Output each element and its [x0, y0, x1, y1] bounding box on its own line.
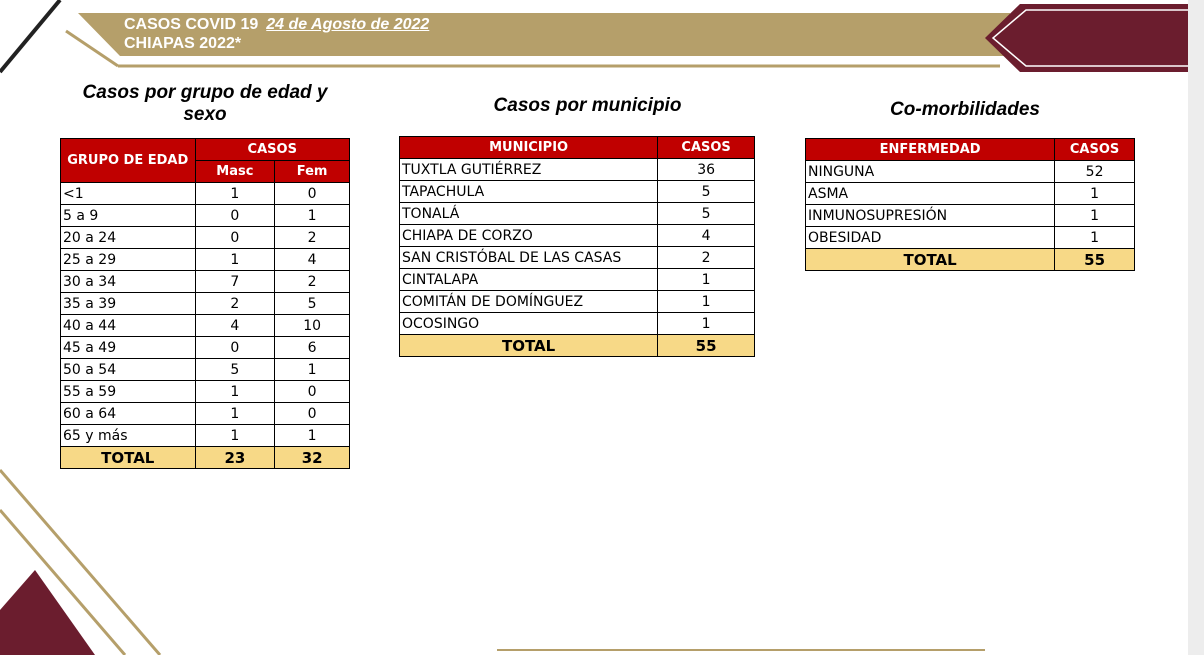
masc-cell: 5: [195, 359, 275, 381]
corner-line: [0, 0, 60, 72]
fem-cell: 10: [275, 315, 350, 337]
age-group-cell: 50 a 54: [61, 359, 196, 381]
age-group-header: GRUPO DE EDAD: [61, 139, 196, 183]
fem-cell: 0: [275, 183, 350, 205]
municipio-name-cell: TUXTLA GUTIÉRREZ: [400, 159, 658, 181]
municipio-cases-cell: 1: [658, 269, 755, 291]
age-row: [61, 425, 350, 447]
municipio-title: Casos por municipio: [493, 95, 682, 116]
masc-cell: 2: [195, 293, 275, 315]
municipio-name-cell: CINTALAPA: [400, 269, 658, 291]
municipio-cases-cell: 36: [658, 159, 755, 181]
municipio-row: [400, 313, 755, 335]
age-group-cell: 20 a 24: [61, 227, 196, 249]
enfermedad-header: ENFERMEDAD: [806, 139, 1055, 161]
fem-cell: 0: [275, 381, 350, 403]
fem-cell: 2: [275, 227, 350, 249]
age-sex-title: Casos por grupo de edad y sexo: [82, 82, 328, 125]
age-group-cell: 65 y más: [61, 425, 196, 447]
cases-header: CASOS: [195, 139, 350, 161]
municipio-row: [400, 225, 755, 247]
total-label: TOTAL: [806, 249, 1055, 271]
comorbidities-table: [805, 138, 1135, 271]
age-group-cell: 40 a 44: [61, 315, 196, 337]
municipio-row: [400, 269, 755, 291]
municipio-header: MUNICIPIO: [400, 137, 658, 159]
slide-header: [124, 15, 429, 53]
age-sex-table: [60, 138, 350, 469]
municipio-row: [400, 159, 755, 181]
age-group-cell: 25 a 29: [61, 249, 196, 271]
age-row: [61, 381, 350, 403]
bottom-maroon-triangle: [0, 570, 95, 655]
total-fem: 32: [275, 447, 350, 469]
fem-cell: 1: [275, 205, 350, 227]
municipio-table: [399, 136, 755, 357]
fem-cell: 1: [275, 359, 350, 381]
age-row: [61, 359, 350, 381]
comorbidity-row: [806, 227, 1135, 249]
age-row: [61, 205, 350, 227]
age-row: [61, 337, 350, 359]
age-group-cell: 45 a 49: [61, 337, 196, 359]
municipio-name-cell: TONALÁ: [400, 203, 658, 225]
masc-cell: 1: [195, 183, 275, 205]
municipio-cases-cell: 2: [658, 247, 755, 269]
comorbidities-total-row: [806, 249, 1135, 271]
maroon-tab: [985, 4, 1204, 72]
total-label: TOTAL: [400, 335, 658, 357]
fem-header: Fem: [275, 161, 350, 183]
masc-cell: 1: [195, 381, 275, 403]
disease-cases-cell: 1: [1055, 183, 1135, 205]
total-value: 55: [658, 335, 755, 357]
age-group-cell: 35 a 39: [61, 293, 196, 315]
municipio-name-cell: OCOSINGO: [400, 313, 658, 335]
header-title: CASOS COVID 19: [124, 16, 259, 33]
masc-cell: 0: [195, 205, 275, 227]
comorbidities-cases-header: CASOS: [1055, 139, 1135, 161]
disease-cases-cell: 1: [1055, 205, 1135, 227]
age-group-cell: 5 a 9: [61, 205, 196, 227]
disease-name-cell: OBESIDAD: [806, 227, 1055, 249]
municipio-cases-cell: 1: [658, 291, 755, 313]
municipio-row: [400, 291, 755, 313]
header-subtitle: CHIAPAS 2022*: [124, 35, 242, 52]
municipio-cases-cell: 5: [658, 181, 755, 203]
municipio-cases-cell: 5: [658, 203, 755, 225]
masc-cell: 0: [195, 227, 275, 249]
disease-name-cell: NINGUNA: [806, 161, 1055, 183]
age-row: [61, 183, 350, 205]
municipio-total-row: [400, 335, 755, 357]
fem-cell: 4: [275, 249, 350, 271]
comorbidity-row: [806, 161, 1135, 183]
municipio-cases-cell: 1: [658, 313, 755, 335]
masc-cell: 7: [195, 271, 275, 293]
municipio-cases-cell: 4: [658, 225, 755, 247]
age-total-row: [61, 447, 350, 469]
fem-cell: 2: [275, 271, 350, 293]
municipio-name-cell: CHIAPA DE CORZO: [400, 225, 658, 247]
fem-cell: 5: [275, 293, 350, 315]
masc-cell: 1: [195, 425, 275, 447]
municipio-name-cell: COMITÁN DE DOMÍNGUEZ: [400, 291, 658, 313]
age-group-cell: 30 a 34: [61, 271, 196, 293]
age-row: [61, 293, 350, 315]
comorbidities-title: Co-morbilidades: [890, 99, 1040, 120]
total-label: TOTAL: [61, 447, 196, 469]
municipio-cases-header: CASOS: [658, 137, 755, 159]
age-row: [61, 315, 350, 337]
right-edge-shade: [1188, 0, 1204, 655]
masc-cell: 0: [195, 337, 275, 359]
total-masc: 23: [195, 447, 275, 469]
age-row: [61, 249, 350, 271]
masc-cell: 4: [195, 315, 275, 337]
fem-cell: 0: [275, 403, 350, 425]
fem-cell: 6: [275, 337, 350, 359]
age-group-cell: 60 a 64: [61, 403, 196, 425]
masc-cell: 1: [195, 249, 275, 271]
comorbidity-row: [806, 205, 1135, 227]
age-row: [61, 227, 350, 249]
municipio-name-cell: SAN CRISTÓBAL DE LAS CASAS: [400, 247, 658, 269]
disease-cases-cell: 52: [1055, 161, 1135, 183]
age-group-cell: <1: [61, 183, 196, 205]
disease-name-cell: ASMA: [806, 183, 1055, 205]
header-date: 24 de Agosto de 2022: [266, 16, 430, 33]
municipio-row: [400, 181, 755, 203]
age-row: [61, 271, 350, 293]
fem-cell: 1: [275, 425, 350, 447]
masc-cell: 1: [195, 403, 275, 425]
masc-header: Masc: [195, 161, 275, 183]
municipio-row: [400, 203, 755, 225]
municipio-row: [400, 247, 755, 269]
disease-name-cell: INMUNOSUPRESIÓN: [806, 205, 1055, 227]
municipio-name-cell: TAPACHULA: [400, 181, 658, 203]
age-row: [61, 403, 350, 425]
comorbidity-row: [806, 183, 1135, 205]
age-group-cell: 55 a 59: [61, 381, 196, 403]
total-value: 55: [1055, 249, 1135, 271]
disease-cases-cell: 1: [1055, 227, 1135, 249]
